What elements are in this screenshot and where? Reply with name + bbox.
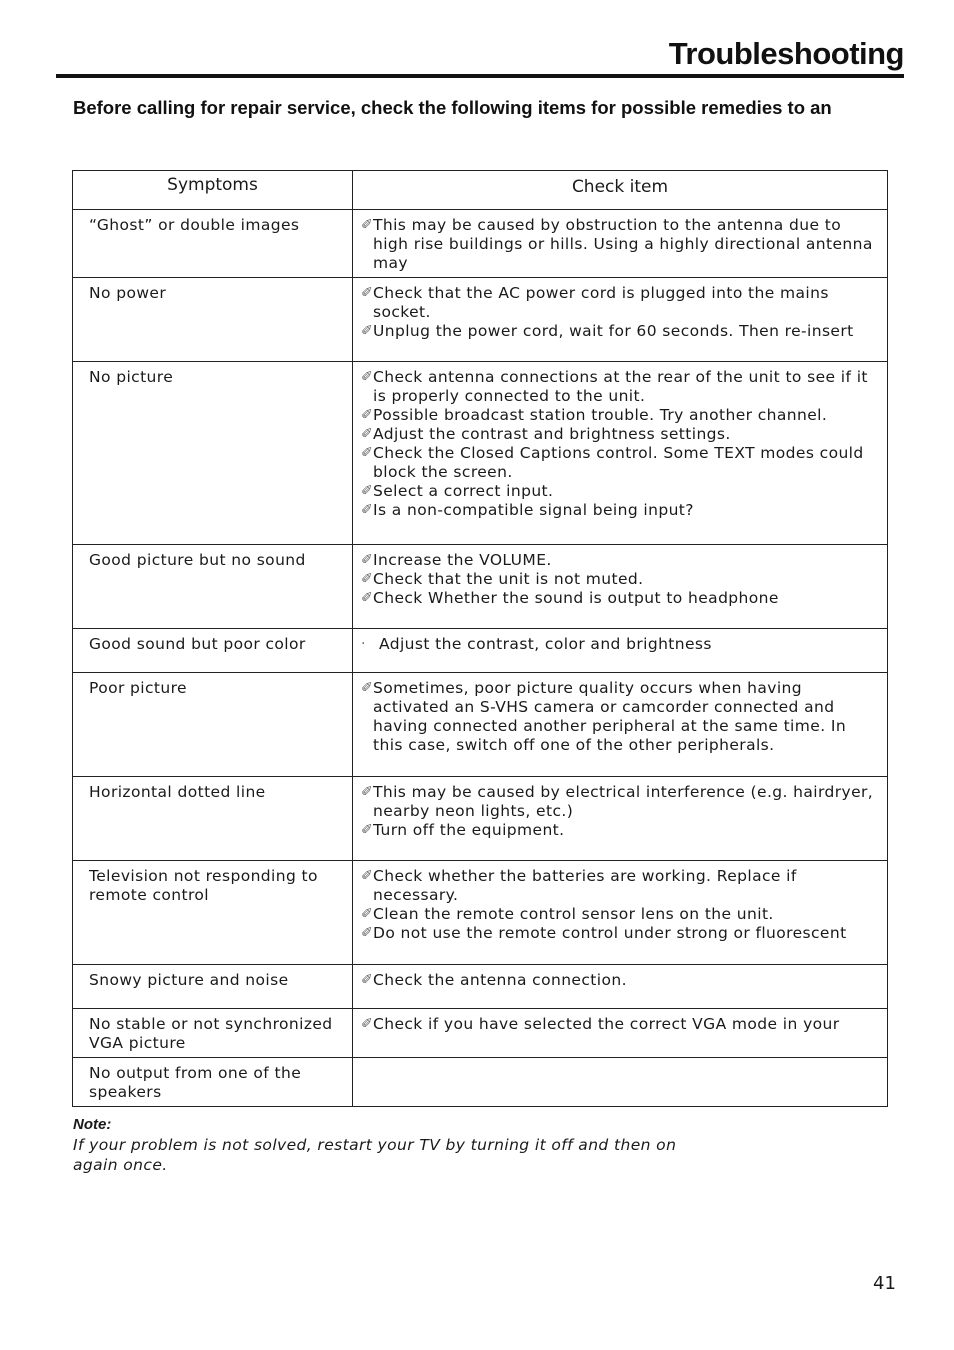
check-line [363, 482, 877, 501]
pencil-bullet-icon: ✐ [361, 483, 374, 499]
pencil-bullet-icon: ✐ [361, 925, 374, 941]
check-item-cell [353, 777, 888, 861]
check-item-cell [353, 210, 888, 278]
pencil-bullet-icon: ✐ [361, 822, 374, 838]
check-text: Select a correct input. [373, 482, 554, 500]
check-text: Check that the AC power cord is plugged into the mains socket. [373, 284, 829, 321]
check-line [363, 444, 877, 482]
check-line [363, 905, 877, 924]
note-label: Note: [73, 1116, 112, 1133]
check-text: Adjust the contrast and brightness settings. [373, 425, 731, 443]
check-line [363, 635, 877, 654]
check-text: Check the Closed Captions control. Some TEXT modes could block the screen. [373, 444, 864, 481]
check-line [363, 406, 877, 425]
check-item-cell [353, 965, 888, 1009]
table-row [73, 362, 888, 545]
title-divider [56, 74, 904, 78]
table-row [73, 861, 888, 965]
table-row [73, 1058, 888, 1107]
pencil-bullet-icon: ✐ [361, 680, 374, 696]
pencil-bullet-icon: ✐ [361, 868, 374, 884]
table-header-row [73, 171, 888, 210]
pencil-bullet-icon: ✐ [361, 1016, 374, 1032]
check-item-cell [353, 673, 888, 777]
check-line [363, 368, 877, 406]
table-row [73, 545, 888, 629]
pencil-bullet-icon: ✐ [361, 972, 374, 988]
pencil-bullet-icon: ✐ [361, 590, 374, 606]
table-row [73, 629, 888, 673]
check-item-cell [353, 278, 888, 362]
pencil-bullet-icon: ✐ [361, 426, 374, 442]
check-text: Check Whether the sound is output to headphone [373, 589, 779, 607]
symptom-cell: No picture [73, 362, 353, 545]
check-text: Check antenna connections at the rear of the unit to see if it is properly connected to the unit. [373, 368, 868, 405]
pencil-bullet-icon: ✐ [361, 369, 374, 385]
check-line [363, 216, 877, 273]
check-text: Increase the VOLUME. [373, 551, 552, 569]
check-line [363, 783, 877, 821]
note-text: If your problem is not solved, restart your TV by turning it off and then on again once. [73, 1136, 677, 1174]
check-line [363, 924, 877, 943]
check-line [363, 570, 877, 589]
intro-text: Before calling for repair service, check the following items for possible remedies to an [73, 97, 832, 118]
page-title: Troubleshooting [668, 36, 904, 71]
check-line [363, 425, 877, 444]
check-line [363, 971, 877, 990]
pencil-bullet-icon: ✐ [361, 445, 374, 461]
pencil-bullet-icon: ✐ [361, 571, 374, 587]
header-symptoms: Symptoms [73, 171, 353, 210]
check-text: Check the antenna connection. [373, 971, 627, 989]
check-text: Sometimes, poor picture quality occurs when having activated an S-VHS camera or camcorder connected and having connected another peripheral at the same time. In this case, switch off one of the other peripherals. [373, 679, 847, 754]
pencil-bullet-icon: ✐ [361, 323, 374, 339]
check-item-cell [353, 1058, 888, 1107]
symptom-cell: No power [73, 278, 353, 362]
check-text: Turn off the equipment. [373, 821, 565, 839]
check-item-cell [353, 629, 888, 673]
check-line [363, 322, 877, 341]
table-row [73, 777, 888, 861]
check-text: This may be caused by obstruction to the antenna due to high rise buildings or hills. Using a highly directional antenna may [373, 216, 873, 272]
pencil-bullet-icon: ✐ [361, 906, 374, 922]
pencil-bullet-icon: ✐ [361, 217, 374, 233]
symptom-cell: Snowy picture and noise [73, 965, 353, 1009]
check-item-cell [353, 362, 888, 545]
symptom-cell: Horizontal dotted line [73, 777, 353, 861]
check-line [363, 589, 877, 608]
symptom-cell: Television not responding to remote control [73, 861, 353, 965]
table-row [73, 965, 888, 1009]
pencil-bullet-icon: ✐ [361, 285, 374, 301]
check-text: Possible broadcast station trouble. Try another channel. [373, 406, 828, 424]
table-row [73, 210, 888, 278]
check-line [363, 679, 877, 755]
table-row [73, 673, 888, 777]
check-text: Unplug the power cord, wait for 60 seconds. Then re-insert [373, 322, 854, 340]
symptom-cell: No stable or not synchronized VGA picture [73, 1009, 353, 1058]
pencil-bullet-icon: ✐ [361, 784, 374, 800]
check-line [363, 867, 877, 905]
header-check-item: Check item [353, 171, 888, 210]
symptom-cell: “Ghost” or double images [73, 210, 353, 278]
table-row [73, 1009, 888, 1058]
check-text: Check if you have selected the correct VGA mode in your [373, 1015, 840, 1033]
check-text: Clean the remote control sensor lens on the unit. [373, 905, 774, 923]
symptom-cell: Poor picture [73, 673, 353, 777]
check-item-cell [353, 861, 888, 965]
check-line [363, 551, 877, 570]
symptom-cell: Good picture but no sound [73, 545, 353, 629]
check-line [363, 821, 877, 840]
pencil-bullet-icon: ✐ [361, 552, 374, 568]
check-line [363, 1015, 877, 1034]
check-text: Check whether the batteries are working. Replace if necessary. [373, 867, 797, 904]
dot-bullet-icon: · [361, 636, 366, 652]
troubleshooting-table [72, 170, 888, 1107]
table-body [73, 210, 888, 1107]
check-text: Do not use the remote control under strong or fluorescent [373, 924, 847, 942]
check-text: Is a non-compatible signal being input? [373, 501, 694, 519]
pencil-bullet-icon: ✐ [361, 502, 374, 518]
check-item-cell [353, 545, 888, 629]
pencil-bullet-icon: ✐ [361, 407, 374, 423]
check-line [363, 501, 877, 520]
check-item-cell [353, 1009, 888, 1058]
check-text: Adjust the contrast, color and brightness [379, 635, 712, 653]
table-row [73, 278, 888, 362]
check-text: Check that the unit is not muted. [373, 570, 644, 588]
symptom-cell: Good sound but poor color [73, 629, 353, 673]
check-line [363, 284, 877, 322]
page-number: 41 [873, 1273, 896, 1294]
symptom-cell: No output from one of the speakers [73, 1058, 353, 1107]
check-text: This may be caused by electrical interference (e.g. hairdryer, nearby neon lights, etc.) [373, 783, 874, 820]
